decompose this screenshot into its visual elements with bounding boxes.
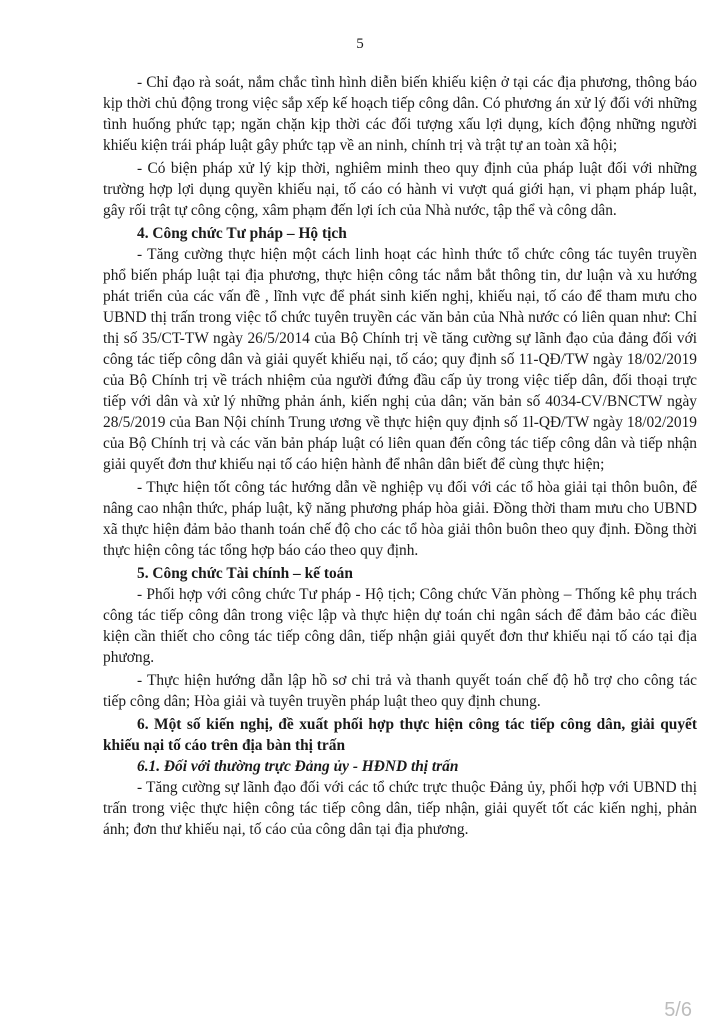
paragraph: - Thực hiện tốt công tác hướng dẫn về nghiệp vụ đối với các tổ hòa giải tại thôn buôn, để nâng cao nhận thức, pháp luật, kỹ năng phương pháp hòa giải. Đồng thời tham mưu cho UBND xã thực hiện đảm bảo thanh toán chế độ cho các tổ hòa giải thôn buôn theo quy định. Đồng thời thực hiện công tác tổng hợp báo cáo theo quy định. [103,479,697,559]
section-heading-6: 6. Một số kiến nghị, đề xuất phối hợp thực hiện công tác tiếp công dân, giải quyết khiếu nại tố cáo trên địa bàn thị trấn [103,716,697,754]
subsection-heading-6-1: 6.1. Đối với thường trực Đảng ủy - HĐND thị trấn [137,758,459,775]
viewer-page-indicator: 5/6 [664,999,692,1021]
section-heading-4: 4. Công chức Tư pháp – Hộ tịch [137,225,347,242]
paragraph: - Thực hiện hướng dẫn lập hồ sơ chi trả và thanh quyết toán chế độ hỗ trợ cho công tác tiếp công dân; Hòa giải và tuyên truyền pháp luật theo quy định chung. [103,672,697,710]
document-body [103,72,697,840]
page-number: 5 [356,36,364,52]
paragraph: - Phối hợp với công chức Tư pháp - Hộ tịch; Công chức Văn phòng – Thống kê phụ trách công tác tiếp công dân trong việc lập và thực hiện dự toán chi ngân sách để đảm bảo các điều kiện cần thiết cho công tác tiếp công dân, tiếp nhận giải quyết đơn thư khiếu nại tố cáo tại địa phương. [103,586,697,666]
paragraph: - Chỉ đạo rà soát, nắm chắc tình hình diễn biến khiếu kiện ở tại các địa phương, thông báo kịp thời chủ động trong việc sắp xếp kế hoạch tiếp công dân. Có phương án xử lý đối với những tình huống phức tạp; ngăn chặn kịp thời các đối tượng xấu lợi dụng, kích động những người khiếu kiện trái pháp luật gây phức tạp về an ninh, chính trị và trật tự an toàn xã hội; [103,74,697,154]
section-heading-5: 5. Công chức Tài chính – kế toán [137,565,353,582]
paragraph: - Tăng cường sự lãnh đạo đối với các tổ chức trực thuộc Đảng ủy, phối hợp với UBND thị trấn trong việc thực hiện công tác tiếp công dân, tiếp nhận, giải quyết tốt các kiến nghị, phản ánh; đơn thư khiếu nại, tố cáo của công dân tại địa phương. [103,779,697,838]
paragraph: - Tăng cường thực hiện một cách linh hoạt các hình thức tổ chức công tác tuyên truyền phổ biến pháp luật tại địa phương, thực hiện công tác nắm bắt thông tin, dư luận và xu hướng phát triển của các vấn đề , lĩnh vực để phát sinh kiến nghị, khiếu nại, tố cáo để tham mưu cho UBND thị trấn trong việc tổ chức tuyên truyền các văn bản của Nhà nước có liên quan như: Chỉ thị số 35/CT-TW ngày 26/5/2014 của Bộ Chính trị về tăng cường sự lãnh đạo của đảng đối với công tác tiếp công dân và giải quyết khiếu nại, tố cáo; quy định số 11-QĐ/TW ngày 18/02/2019 của Bộ Chính trị về trách nhiệm của người đứng đầu cấp ủy trong việc tiếp dân, đối thoại trực tiếp với dân và xử lý những phản ánh, kiến nghị của dân; văn bản số 4034-CV/BNCTW ngày 28/5/2019 của Ban Nội chính Trung ương về thực hiện quy định số 1l-QĐ/TW ngày 18/02/2019 của Bộ Chính trị và các văn bản pháp luật có liên quan đến công tác tiếp công dân và tiếp nhận giải quyết đơn thư khiếu nại tố cáo hiện hành để nhân dân biết để cùng thực hiện; [103,246,697,473]
paragraph: - Có biện pháp xử lý kịp thời, nghiêm minh theo quy định của pháp luật đối với những trường hợp lợi dụng quyền khiếu nại, tố cáo có hành vi vượt quá giới hạn, vi phạm pháp luật, gây rối trật tự công cộng, xâm phạm đến lợi ích của Nhà nước, tập thể và công dân. [103,160,697,219]
